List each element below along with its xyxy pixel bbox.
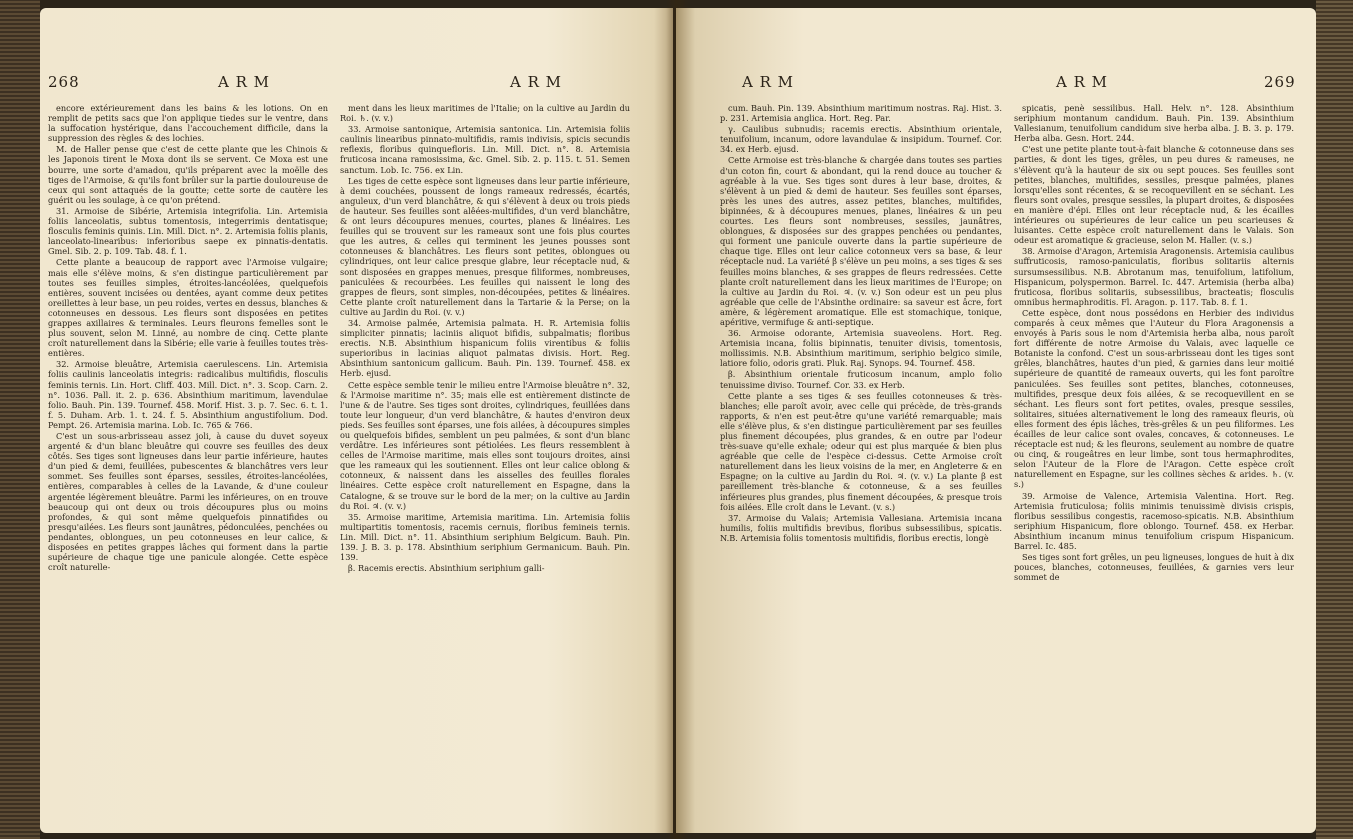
right-page-edges (1316, 0, 1353, 839)
left-page-column-2 (340, 103, 630, 833)
paragraph: β. Absinthium orientale fruticosum incanum, amplo folio tenuissime diviso. Tournef. Cor. 33. ex Herb. (720, 369, 1002, 390)
paragraph: Les tiges de cette espèce sont ligneuses dans leur partie inférieure, à demi couchées, poussent de longs rameaux redressés, écartés, anguleux, d'un verd blanchâtre, & qui s'élèvent à deux ou trois pieds de hauteur. Ses feuilles sont alêées-multifides, d'un verd blanchâtre, & ont leurs découpures menues, courtes, planes & linéaires. Les feuilles qui se trouvent sur les rameaux sont une fois plus courtes que les autres, & celles qui terminent les jeunes pousses sont cotonneuses & blanchâtres. Les fleurs sont petites, oblongues ou cylindriques, ont leur calice presque glabre, leur réceptacle nud, & sont disposées en grappes menues, presque filiformes, nombreuses, paniculées & recourbées. Les feuilles qui naissent le long des grappes de fleurs, sont simples, non-découpées, petites & linéaires. Cette plante croît naturellement dans la Tartarie & la Perse; on la cultive au Jardin du Roi. (v. v.) (340, 175, 630, 317)
left-page (40, 8, 673, 833)
paragraph: Cette plante a beaucoup de rapport avec l'Armoise vulgaire; mais elle s'élève moins, & s'en distingue particulièrement par toutes ses feuilles simples, étroites-lancéolées, quelquefois entières, souvent incisées ou dentées, ayant comme deux petites oreillettes à leur base, un peu roides, vertes en dessus, blanches & cotonneuses en dessous. Les fleurs sont disposées en petites grappes axillaires & terminales. Leurs fleurons femelles sont le plus souvent, selon M. Linné, au nombre de cinq. Cette plante croît naturellement dans la Sibérie; elle varie à feuilles toutes très-entières. (48, 257, 328, 359)
paragraph: 35. Armoise maritime, Artemisia maritima. Lin. Artemisia foliis multipartitis tomentosis, racemis cernuis, floribus femineis ternis. Lin. Mill. Dict. n°. 11. Absinthium seriphium Belgicum. Bauh. Pin. 139. J. B. 3. p. 178. Absinthium seriphium Germanicum. Bauh. Pin. 139. (340, 511, 630, 563)
paragraph: 33. Armoise santonique, Artemisia santonica. Lin. Artemisia foliis caulinis linearibus pinnato-multifidis, ramis indivisis, spicis secundis reflexis, floribus quinquefloris. Lin. Mill. Dict. n°. 8. Artemisia fruticosa incana ramosissima, &c. Gmel. Sib. 2. p. 115. t. 51. Semen sanctum. Lob. Ic. 756. ex Lin. (340, 124, 630, 175)
right-running-head-1: A R M (742, 73, 795, 91)
left-page-column-1 (48, 103, 328, 833)
right-page (676, 8, 1316, 833)
paragraph: 31. Armoise de Sibérie, Artemisia integrifolia. Lin. Artemisia foliis lanceolatis, subtus tomentosis, integerrimis dentatisque; flosculis feminis quinis. Lin. Mill. Dict. n°. 2. Artemisia foliis planis, lanceolato-linearibus: inferioribus saepe ex pinnatis-dentatis. Gmel. Sib. 2. p. 109. Tab. 48. f. 1. (48, 205, 328, 257)
paragraph: Cette Armoise est très-blanche & chargée dans toutes ses parties d'un coton fin, court & abondant, qui la rend douce au toucher & agréable à la vue. Ses tiges sont dures à leur base, droites, & s'élèvent à un pied & demi de hauteur. Ses feuilles sont éparses, près les unes des autres, assez petites, blanches, multifides, bipinnées, & à découpures menues, planes, linéaires & un peu courtes. Les fleurs sont nombreuses, sessiles, jaunâtres, oblongues, & disposées sur des grappes penchées ou pendantes, qui forment une panicule ouverte dans la partie supérieure de chaque tige. Elles ont leur calice cotonneux vers sa base, & leur réceptacle nud. La variété β s'élève un peu moins, a ses tiges & ses feuilles moins blanches, & ses grappes de fleurs redressées. Cette plante croît naturellement dans les lieux maritimes de l'Europe; on la cultive au Jardin du Roi. ♃. (v. v.) Son odeur est un peu plus agréable que celle de l'Absinthe ordinaire: sa saveur est âcre, fort amère, & légèrement aromatique. Elle est stomachique, tonique, apéritive, vermifuge & anti-septique. (720, 155, 1002, 327)
left-page-number: 268 (48, 73, 80, 91)
paragraph: Cette espèce, dont nous possédons en Herbier des individus comparés à ceux mêmes que l'Auteur du Flora Aragonensis a envoyés à Paris sous le nom d'Artemisia herba alba, nous paroît fort différente de notre Armoise du Valais, avec laquelle ce Botaniste la confond. C'est un sous-arbrisseau dont les tiges sont grêles, blanchâtres, hautes d'un pied, & garnies dans leur moitié supérieure de quantité de rameaux ouverts, qui les font paroître paniculées. Ses feuilles sont petites, blanches, cotonneuses, multifides, presque deux fois ailées, & se recoquevillent en se séchant. Les fleurs sont fort petites, ovales, presque sessiles, solitaires, situées alternativement le long des rameaux fleuris, où elles forment des épis lâches, très-grêles & un peu filiformes. Les écailles de leur calice sont ovales, concaves, & cotonneuses. Le réceptacle est nud; & les fleurons, seulement au nombre de quatre ou cinq, & rougeâtres en leur limbe, sont tous hermaphrodites, selon l'Auteur de la Flore de l'Aragon. Cette espèce croît naturellement en Espagne, sur les collines sèches & arides. ♄. (v. s.) (1014, 307, 1294, 490)
paragraph: β. Racemis erectis. Absinthium seriphium galli- (348, 563, 545, 574)
paragraph: 36. Armoise odorante, Artemisia suaveolens. Hort. Reg. Artemisia incana, foliis bipinnatis, tenuiter divisis, tomentosis, mollissimis. N.B. Absinthium maritimum, seriphio belgico simile, latiore folio, odoris grati. Pluk. Raj. Synops. 94. Tournef. 458. (720, 328, 1002, 369)
paragraph: Cette plante a ses tiges & ses feuilles cotonneuses & très-blanches; elle paroît avoir, avec celle qui précède, de très-grands rapports, & n'en est peut-être qu'une variété remarquable; mais elle s'élève plus, & s'en distingue particulièrement par ses feuilles plus finement découpées, plus grandes, & en outre par l'odeur très-suave qu'elle exhale; odeur qui est plus marquée & bien plus agréable que celle de l'espèce ci-dessus. Cette Armoise croît naturellement dans les lieux voisins de la mer, en Angleterre & en Espagne; on la cultive au Jardin du Roi. ♃. (v. v.) La plante β est pareillement très-blanche & cotonneuse, & a ses feuilles inférieures plus grandes, plus finement découpées, & presque trois fois ailées. Elle croît dans le Levant. (v. s.) (720, 390, 1002, 512)
paragraph: Cette espèce semble tenir le milieu entre l'Armoise bleuâtre n°. 32, & l'Armoise maritime n°. 35; mais elle est entièrement distincte de l'une & de l'autre. Ses tiges sont droites, cylindriques, feuillées dans toute leur longueur, d'un verd blanchâtre, & hautes d'environ deux pieds. Ses feuilles sont éparses, une fois ailées, à découpures simples ou quelquefois bifides, semblent un peu palmées, & sont d'un blanc verdâtre. Les inférieures sont pétiolées. Les fleurs ressemblent à celles de l'Armoise maritime, mais elles sont toujours droites, ainsi que les rameaux qui les soutiennent. Elles ont leur calice oblong & cotonneux, & naissent dans les aisselles des feuilles florales linéaires. Cette espèce croît naturellement en Espagne, dans la Catalogne, & se trouve sur le bord de la mer; on la cultive au Jardin du Roi. ♃. (v. v.) (340, 379, 630, 511)
right-running-head-2: A R M (1056, 73, 1109, 91)
right-page-column-2 (1014, 103, 1294, 833)
right-page-number: 269 (1264, 73, 1296, 91)
right-page-column-1 (720, 103, 1002, 833)
paragraph: 34. Armoise palmée, Artemisia palmata. H. R. Artemisia foliis simpliciter pinnatis; laciniis aliquot bifidis, subpalmatis; floribus erectis. N.B. Absinthium hispanicum foliis virentibus & foliis superioribus in lacinias aliquot palmatas divisis. Hort. Reg. Absinthium santonicum gallicum. Bauh. Pin. 139. Tournef. 458. ex Herb. ejusd. (340, 317, 630, 379)
paragraph: encore extérieurement dans les bains & les lotions. On en remplit de petits sacs que l'on applique tiedes sur le ventre, dans la suffocation hystérique, dans l'accouchement difficile, dans la suppression des règles & des lochies. (48, 103, 328, 144)
paragraph: C'est une petite plante tout-à-fait blanche & cotonneuse dans ses parties, & dont les tiges, grêles, un peu dures & rameuses, ne s'élèvent qu'à la hauteur de six ou sept pouces. Ses feuilles sont petites, blanches, multifides, sessiles, presque palmées, planes lorsqu'elles sont récentes, & se recoquevillent en se séchant. Les fleurs sont ovales, presque sessiles, la plupart droites, & disposées en manière d'épi. Elles ont leur réceptacle nud, & les écailles intérieures ou supérieures de leur calice un peu scarieuses & luisantes. Cette espèce croît naturellement dans le Valais. Son odeur est aromatique & gracieuse, selon M. Haller. (v. s.) (1014, 144, 1294, 246)
paragraph: 32. Armoise bleuâtre, Artemisia caerulescens. Lin. Artemisia foliis caulinis lanceolatis integris: radicalibus multifidis, flosculis feminis ternis. Lin. Hort. Cliff. 403. Mill. Dict. n°. 3. Scop. Carn. 2. n°. 1036. Pall. it. 2. p. 636. Absinthium maritimum, lavendulae folio. Bauh. Pin. 139. Tournef. 458. Morif. Hist. 3. p. 7. Sec. 6. t. 1. f. 5. Duham. Arb. 1. t. 24. f. 5. Absinthium angustifolium. Dod. Pempt. 26. Artemisia marina. Lob. Ic. 765 & 766. (48, 359, 328, 430)
paragraph: 38. Armoise d'Aragon, Artemisia Aragonensis. Artemisia caulibus suffruticosis, ramoso-paniculatis, floribus solitariis alternis sursumsessilibus. N.B. Abrotanum mas, tenuifolium, latifolium, Hispanicum, polyspermon. Barrel. Ic. 447. Artemisia (herba alba) fruticosa, floribus solitariis, subsessilibus, bracteatis; flosculis omnibus hermaphroditis. Fl. Aragon. p. 117. Tab. 8. f. 1. (1014, 246, 1294, 307)
paragraph: ment dans les lieux maritimes de l'Italie; on la cultive au Jardin du Roi. ♄. (v. v.) (340, 103, 630, 124)
left-page-edges (0, 0, 40, 839)
left-running-head-1: A R M (218, 73, 271, 91)
paragraph: spicatis, penè sessilibus. Hall. Helv. n°. 128. Absinthium seriphium montanum candidum. Bauh. Pin. 139. Absinthium Vallesianum, tenuifolium candidum sive herba alba. J. B. 3. p. 179. Herba alba. Gesn. Hort. 244. (1014, 103, 1294, 144)
paragraph: 39. Armoise de Valence, Artemisia Valentina. Hort. Reg. Artemisia fruticulosa; foliis minimis tenuissimè divisis crispis, floribus sessilibus congestis, racemoso-spicatis. N.B. Absinthium seriphium Hispanicum, flore oblongo. Tournef. 458. ex Herbar. Absinthium incanum minus tenuifolium crispum Hispanicum. Barrel. Ic. 485. (1014, 490, 1294, 552)
paragraph: Ses tiges sont fort grêles, un peu ligneuses, longues de huit à dix pouces, blanches, cotonneuses, feuillées, & garnies vers leur sommet de (1014, 552, 1294, 583)
paragraph: M. de Haller pense que c'est de cette plante que les Chinois & les Japonois tirent le Moxa dont ils se servent. Ce Moxa est une bourre, une sorte d'amadou, qu'ils préparent avec la moëlle des tiges de l'Armoise, & qu'ils font brûler sur la partie douloureuse de ceux qui sont attaqués de la goutte; cette sorte de cautère les guérit ou les soulage, à ce qu'on prétend. (48, 144, 328, 205)
left-running-head-2: A R M (510, 73, 563, 91)
paragraph: C'est un sous-arbrisseau assez joli, à cause du duvet soyeux argenté & d'un blanc bleuâtre qui couvre ses feuilles des deux côtés. Ses tiges sont ligneuses dans leur partie inférieure, hautes d'un pied & demi, feuillées, pubescentes & blanchâtres vers leur sommet. Ses feuilles sont éparses, sessiles, étroites-lancéolées, entières, comparables à celles de la Lavande, & d'une couleur argentée légèrement bleuâtre. Parmi les inférieures, on en trouve beaucoup qui ont deux ou trois découpures plus ou moins profondes, & qui sont même quelquefois pinnatifides ou presqu'ailées. Les fleurs sont jaunâtres, pédonculées, penchées ou pendantes, oblongues, un peu cotonneuses en leur calice, & disposées en petites grappes lâches qui forment dans la partie supérieure de chaque tige une panicule alongée. Cette espèce croît naturelle- (48, 431, 328, 573)
paragraph: γ. Caulibus subnudis; racemis erectis. Absinthium orientale, tenuifolium, incanum, odore lavandulae & insipidum. Tournef. Cor. 34. ex Herb. ejusd. (720, 124, 1002, 155)
paragraph: cum. Bauh. Pin. 139. Absinthium maritimum nostras. Raj. Hist. 3. p. 231. Artemisia anglica. Hort. Reg. Par. (720, 103, 1002, 124)
paragraph: 37. Armoise du Valais; Artemisia Vallesiana. Artemisia incana humilis, foliis multifidis brevibus, floribus subsessilibus, spicatis. N.B. Artemisia foliis tomentosis multifidis, floribus erectis, longè (720, 512, 1002, 543)
